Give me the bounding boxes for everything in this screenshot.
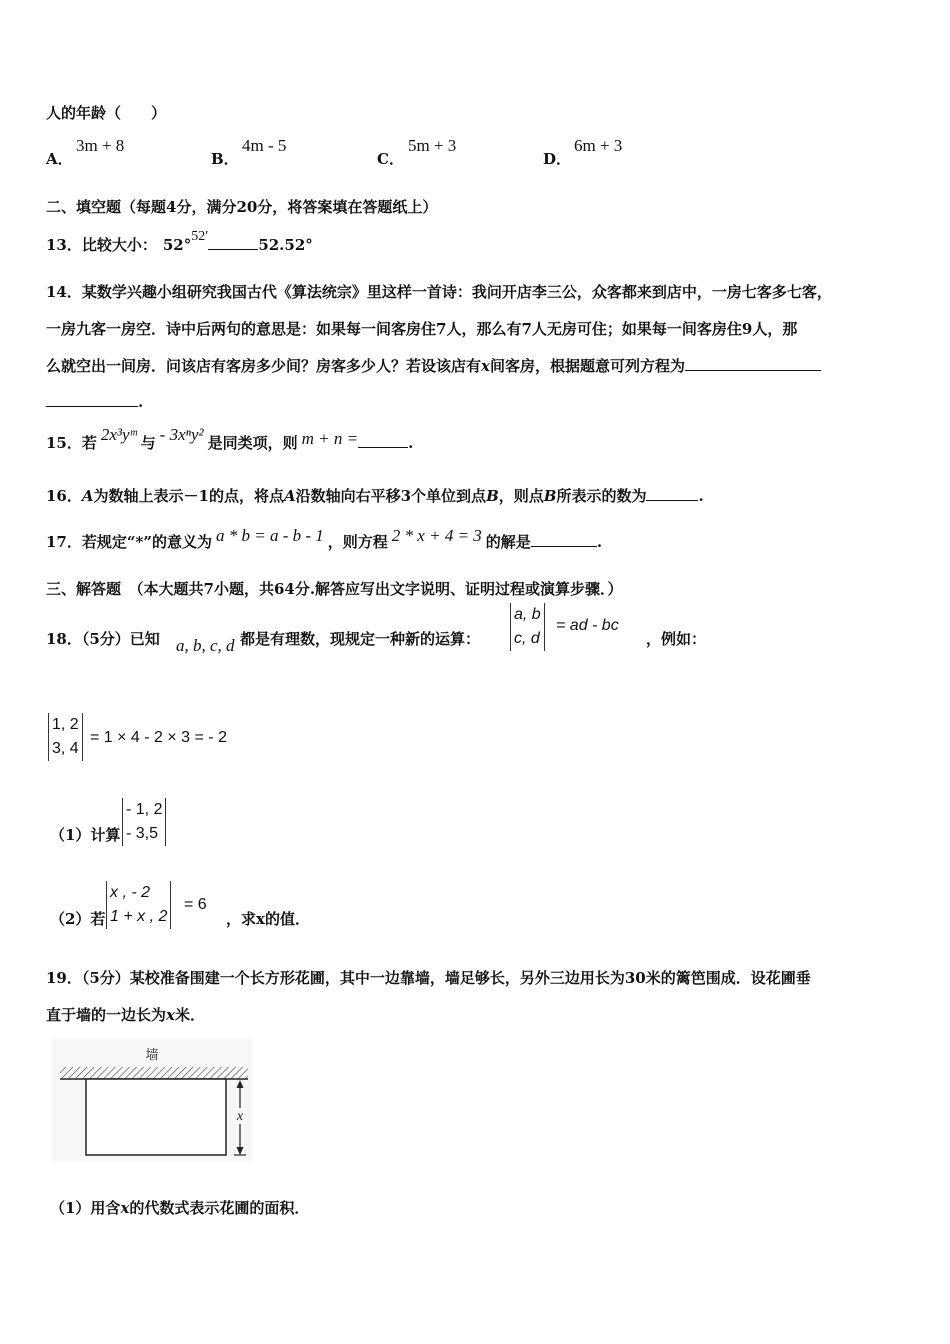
q18-part2-rhs: = 6 [184,896,207,913]
q19-var: x [166,1006,175,1024]
q18-det-rhs: = ad - bc [556,617,619,634]
wall-label: 墙 [145,1048,159,1063]
q16-blank[interactable] [646,486,698,501]
option-a-label: A． [46,150,73,168]
q19-line1: 19．（5分）某校准备围建一个长方形花圃，其中一边靠墙，墙足够长，另外三边用长为30米的篱笆围成．设花圃垂 [46,969,811,987]
wall-hatch [60,1067,248,1079]
q15-term2: - 3xⁿy² [159,425,204,444]
q15-end: . [408,434,414,452]
q19-part1-a: （1）用含 [50,1199,121,1217]
q18-det-row1: a, b [514,606,541,623]
q18-part1-row2: - 3,5 [126,825,159,842]
q17-end: . [596,533,603,551]
dimension-label: x [236,1109,244,1124]
section-2-title: 二、填空题（每题4分，满分20分，将答案填在答题纸上） [46,198,438,216]
q19-line2 [46,1004,205,1025]
q16-point-b: B [486,487,499,505]
q14-end: . [138,393,144,411]
q15-term1: 2x³yᵐ [100,425,137,444]
q16-text-c: 沿数轴向右平移3个单位到点 [295,487,487,505]
q18-part1-row1: - 1, 2 [126,801,163,818]
q14-blank[interactable] [685,356,821,371]
option-c-label: C． [377,150,404,168]
garden-figure [52,1038,252,1162]
section-3-title: 三、解答题 （本大题共7小题，共64分.解答应写出文字说明、证明过程或演算步骤．） [46,580,623,598]
q15 [46,425,414,453]
q15-mid: 与 [140,434,156,452]
q14-line3b: 间客房，根据题意可列方程为 [489,357,685,375]
q12-options [46,138,906,168]
option-b-label: B． [211,150,239,168]
q17-prefix: 17．若规定“*”的意义为 [46,533,212,551]
q13-blank[interactable] [208,235,258,250]
q17-blank[interactable] [531,532,597,547]
q15-prefix: 15．若 [46,434,97,452]
q16-point-a: A [81,487,94,505]
q15-expr: m + n = [301,429,359,448]
q17-mid: ，则方程 [327,533,388,551]
q16-end: . [698,487,704,505]
q14-var: x [481,357,490,375]
q17-definition: a * b = a - b - 1 [215,526,324,545]
q14-blank-cont[interactable] [46,392,138,407]
q18-vars: a, b, c, d [176,636,235,655]
option-b-expr: 4m - 5 [242,136,287,155]
q15-blank[interactable] [358,433,408,448]
q14-line3-text: 么就空出一间房．问该店有客房多少间？房客多少人？若设该店有 [46,357,482,375]
q18-part2-row2: 1 + x , 2 [110,908,168,925]
q16-text-b: 为数轴上表示－1的点，将点 [93,487,284,505]
q18-example-row2: 3, 4 [52,740,79,757]
option-a-expr: 3m + 8 [76,136,125,155]
q18-part1-label: （1）计算 [50,826,121,844]
q18-part2-suffix: ，求x的值． [226,910,310,928]
q19-line2a: 直于墙的一边长为 [46,1006,167,1024]
q16-point-a2: A [283,487,296,505]
q18-part2-determinant [106,881,171,929]
q19-part1-b: 的代数式表示花圃的面积． [129,1199,310,1217]
q17-suffix: 的解是 [485,533,531,551]
q18-determinant [510,603,545,651]
q18-part2-label: （2）若 [50,910,106,928]
q19-part1 [50,1197,309,1218]
q19-part1-var: x [120,1199,130,1217]
q18-det-row2: c, d [514,630,540,647]
q12-tail: 人的年龄（ ） [46,104,167,122]
q16-text-e: 所表示的数为 [556,487,647,505]
q18-example-rhs: = 1 × 4 - 2 × 3 = - 2 [90,729,227,746]
q14-line3 [46,355,821,376]
q18-suffix: ，例如： [646,630,707,648]
q13 [46,229,313,255]
q18-prefix: 18．（5分）已知 [46,630,160,648]
option-d-label: D． [543,150,572,168]
q14-line1: 14．某数学兴趣小组研究我国古代《算法统宗》里这样一首诗：我问开店李三公，众客都来到店中，一房七客多七客， [46,283,832,301]
q13-prefix: 13．比较大小： [46,236,157,254]
option-d-expr: 6m + 3 [574,136,623,155]
q17-equation: 2 * x + 4 = 3 [391,526,482,545]
q17 [46,526,603,552]
q18-mid: 都是有理数，现规定一种新的运算： [240,630,481,648]
q13-right: 52.52° [258,236,313,254]
q18-part1-determinant [122,798,166,846]
q16-number: 16． [46,487,82,505]
q18-part2-row1: x , - 2 [110,884,151,901]
q16-text-d: ，则点 [498,487,544,505]
option-c-expr: 5m + 3 [408,136,457,155]
q13-left: 52° [162,236,192,254]
q18-example-row1: 1, 2 [52,716,79,733]
q13-left-minutes: 52′ [191,229,209,244]
q18-example-determinant [48,713,83,761]
q15-suffix: 是同类项，则 [207,434,298,452]
garden-rect [86,1079,226,1155]
q19-line2b: 米． [174,1006,205,1024]
q16-point-b2: B [543,487,557,505]
q14-line4 [46,392,143,411]
q14-line2: 一房九客一房空．诗中后两句的意思是：如果每一间客房住7人，那么有7人无房可住；如果每一间客房住9人，那 [46,320,798,338]
q16 [46,485,704,506]
